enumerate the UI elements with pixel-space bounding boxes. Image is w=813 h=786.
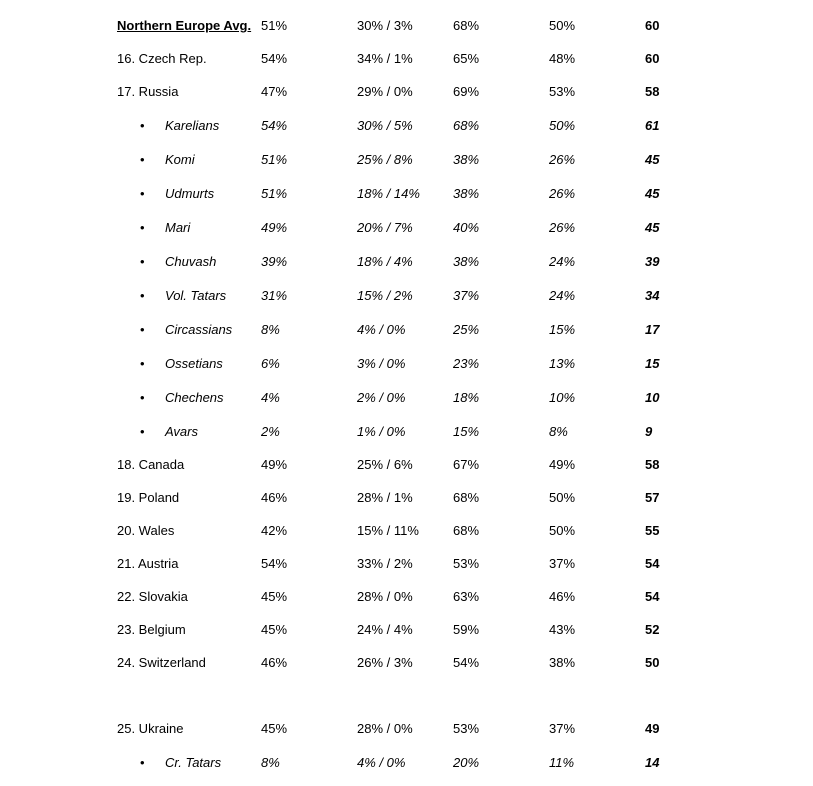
score-value: 39 (645, 254, 660, 269)
bullet-icon: • (140, 220, 145, 235)
score-value: 50 (645, 655, 660, 670)
score-value: 49 (645, 721, 660, 736)
subgroup-row (0, 184, 813, 204)
country-row (0, 488, 813, 508)
col2-value: 29% / 0% (357, 84, 413, 99)
col3-value: 38% (453, 186, 480, 201)
col1-value: 45% (261, 721, 288, 736)
col1-value: 4% (261, 390, 280, 405)
col4-value: 50% (549, 523, 576, 538)
country-row (0, 49, 813, 69)
col3-value: 68% (453, 18, 480, 33)
col1-value: 6% (261, 356, 280, 371)
row-label: Mari (165, 220, 191, 235)
bullet-icon: • (140, 322, 145, 337)
col3-value: 20% (453, 755, 480, 770)
row-label: Vol. Tatars (165, 288, 227, 303)
col2-value: 2% / 0% (357, 390, 406, 405)
row-label: 25. Ukraine (117, 721, 184, 736)
col2-value: 18% / 14% (357, 186, 420, 201)
row-label: 20. Wales (117, 523, 175, 538)
col2-value: 33% / 2% (357, 556, 413, 571)
row-label: Chuvash (165, 254, 217, 269)
bullet-icon: • (140, 254, 145, 269)
col3-value: 53% (453, 556, 480, 571)
col1-value: 45% (261, 589, 288, 604)
subgroup-row (0, 422, 813, 442)
country-row (0, 554, 813, 574)
col2-value: 28% / 0% (357, 721, 413, 736)
score-value: 17 (645, 322, 660, 337)
country-row (0, 455, 813, 475)
score-value: 60 (645, 18, 660, 33)
row-label: 24. Switzerland (117, 655, 206, 670)
col2-value: 24% / 4% (357, 622, 413, 637)
col2-value: 3% / 0% (357, 356, 406, 371)
col3-value: 40% (453, 220, 480, 235)
row-label: 16. Czech Rep. (117, 51, 207, 66)
col4-value: 38% (549, 655, 576, 670)
col2-value: 15% / 11% (357, 523, 419, 538)
col2-value: 30% / 5% (357, 118, 413, 133)
score-value: 54 (645, 589, 660, 604)
col1-value: 42% (261, 523, 288, 538)
row-label: Ossetians (165, 356, 223, 371)
col4-value: 50% (549, 118, 576, 133)
country-row (0, 587, 813, 607)
row-label: 18. Canada (117, 457, 185, 472)
col4-value: 48% (549, 51, 576, 66)
col4-value: 53% (549, 84, 576, 99)
row-label: 22. Slovakia (117, 589, 188, 604)
country-row (0, 719, 813, 739)
bullet-icon: • (140, 390, 145, 405)
score-value: 45 (645, 220, 660, 235)
subgroup-row (0, 150, 813, 170)
col2-value: 4% / 0% (357, 322, 406, 337)
score-value: 9 (645, 424, 653, 439)
col3-value: 37% (453, 288, 480, 303)
row-label: 19. Poland (117, 490, 180, 505)
col3-value: 25% (453, 322, 480, 337)
score-value: 58 (645, 84, 660, 99)
col1-value: 45% (261, 622, 288, 637)
bullet-icon: • (140, 356, 145, 371)
col4-value: 11% (549, 755, 575, 770)
score-value: 58 (645, 457, 660, 472)
col2-value: 25% / 6% (357, 457, 413, 472)
col2-value: 4% / 0% (357, 755, 406, 770)
score-value: 45 (645, 152, 660, 167)
row-label: Komi (165, 152, 195, 167)
score-value: 60 (645, 51, 660, 66)
score-value: 54 (645, 556, 660, 571)
subgroup-row (0, 252, 813, 272)
col1-value: 2% (261, 424, 280, 439)
col1-value: 54% (261, 51, 288, 66)
col3-value: 65% (453, 51, 480, 66)
row-label: 17. Russia (117, 84, 179, 99)
bullet-icon: • (140, 288, 145, 303)
score-value: 15 (645, 356, 660, 371)
col2-value: 26% / 3% (357, 655, 413, 670)
col3-value: 67% (453, 457, 480, 472)
col1-value: 54% (261, 118, 288, 133)
col3-value: 63% (453, 589, 480, 604)
country-row (0, 653, 813, 673)
row-label: Cr. Tatars (165, 755, 222, 770)
bullet-icon: • (140, 424, 145, 439)
row-label: Karelians (165, 118, 220, 133)
col2-value: 30% / 3% (357, 18, 413, 33)
col1-value: 49% (261, 220, 288, 235)
col1-value: 39% (261, 254, 288, 269)
subgroup-row (0, 388, 813, 408)
average-row (0, 16, 813, 36)
col3-value: 38% (453, 254, 480, 269)
col4-value: 43% (549, 622, 576, 637)
col3-value: 68% (453, 490, 480, 505)
col4-value: 50% (549, 18, 576, 33)
col3-value: 68% (453, 118, 480, 133)
col1-value: 47% (261, 84, 288, 99)
col3-value: 68% (453, 523, 480, 538)
col1-value: 8% (261, 322, 280, 337)
row-label: Chechens (165, 390, 224, 405)
country-row (0, 82, 813, 102)
subgroup-row (0, 354, 813, 374)
col3-value: 53% (453, 721, 480, 736)
row-label: Udmurts (165, 186, 215, 201)
score-value: 10 (645, 390, 660, 405)
score-value: 57 (645, 490, 660, 505)
country-row (0, 521, 813, 541)
col1-value: 46% (261, 490, 288, 505)
bullet-icon: • (140, 755, 145, 770)
col3-value: 18% (453, 390, 480, 405)
col1-value: 8% (261, 755, 280, 770)
col1-value: 54% (261, 556, 288, 571)
bullet-icon: • (140, 118, 145, 133)
col3-value: 23% (453, 356, 480, 371)
col4-value: 26% (549, 220, 576, 235)
col2-value: 28% / 0% (357, 589, 413, 604)
row-label: Northern Europe Avg. (117, 18, 252, 33)
subgroup-row (0, 218, 813, 238)
score-value: 55 (645, 523, 660, 538)
col2-value: 18% / 4% (357, 254, 413, 269)
col1-value: 49% (261, 457, 288, 472)
col4-value: 10% (549, 390, 576, 405)
subgroup-row (0, 320, 813, 340)
col4-value: 15% (549, 322, 576, 337)
col3-value: 15% (453, 424, 480, 439)
row-label: 21. Austria (117, 556, 179, 571)
col4-value: 13% (549, 356, 576, 371)
col1-value: 51% (261, 18, 288, 33)
col2-value: 15% / 2% (357, 288, 413, 303)
row-label: Circassians (165, 322, 233, 337)
col2-value: 1% / 0% (357, 424, 406, 439)
col4-value: 49% (549, 457, 576, 472)
col1-value: 46% (261, 655, 288, 670)
score-value: 34 (645, 288, 660, 303)
col1-value: 51% (261, 186, 288, 201)
row-label: 23. Belgium (117, 622, 186, 637)
score-value: 14 (645, 755, 660, 770)
col4-value: 37% (549, 556, 576, 571)
bullet-icon: • (140, 152, 145, 167)
col3-value: 59% (453, 622, 480, 637)
col1-value: 51% (261, 152, 288, 167)
col4-value: 37% (549, 721, 576, 736)
country-row (0, 620, 813, 640)
col4-value: 50% (549, 490, 576, 505)
col4-value: 24% (549, 254, 576, 269)
col2-value: 20% / 7% (357, 220, 413, 235)
col3-value: 54% (453, 655, 480, 670)
score-value: 61 (645, 118, 660, 133)
subgroup-row (0, 286, 813, 306)
row-label: Avars (165, 424, 198, 439)
bullet-icon: • (140, 186, 145, 201)
col4-value: 8% (549, 424, 568, 439)
col3-value: 69% (453, 84, 480, 99)
col2-value: 28% / 1% (357, 490, 413, 505)
subgroup-row (0, 116, 813, 136)
subgroup-row (0, 753, 813, 773)
col4-value: 26% (549, 186, 576, 201)
col2-value: 25% / 8% (357, 152, 413, 167)
col4-value: 46% (549, 589, 576, 604)
col1-value: 31% (261, 288, 288, 303)
col3-value: 38% (453, 152, 480, 167)
col2-value: 34% / 1% (357, 51, 413, 66)
col4-value: 26% (549, 152, 576, 167)
col4-value: 24% (549, 288, 576, 303)
score-value: 45 (645, 186, 660, 201)
score-value: 52 (645, 622, 660, 637)
